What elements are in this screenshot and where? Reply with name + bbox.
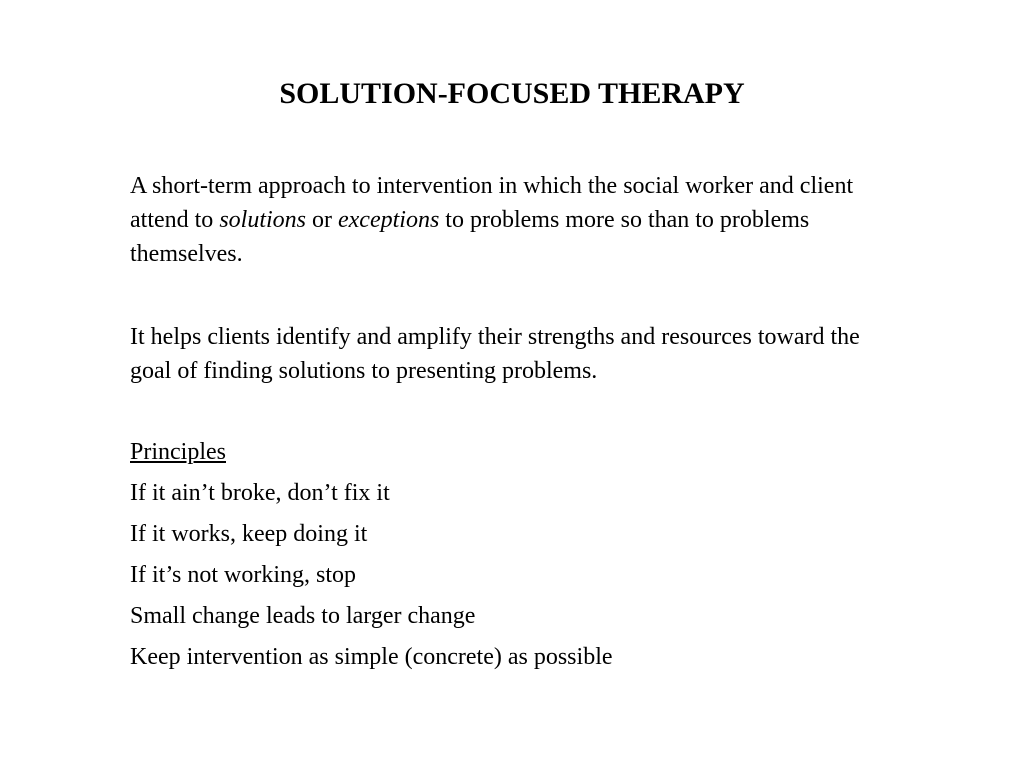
slide-title: SOLUTION-FOCUSED THERAPY <box>279 77 745 110</box>
solutions-emphasis: solutions <box>219 207 306 233</box>
principle-item: If it’s not working, stop <box>130 562 356 588</box>
definition-text-1: A short-term approach to intervention in which the social worker and client attend to <box>130 173 854 233</box>
principles-section <box>130 435 900 681</box>
principle-item: If it works, keep doing it <box>130 521 368 547</box>
definition-text-3: to problems more so than to problems themselves. <box>130 207 810 267</box>
principle-item: Small change leads to larger change <box>130 603 476 629</box>
exceptions-emphasis: exceptions <box>338 207 440 233</box>
purpose-paragraph: It helps clients identify and amplify their strengths and resources toward the goal of finding solutions to presenting problems. <box>130 324 860 384</box>
principles-heading: Principles <box>130 439 226 465</box>
principle-item: Keep intervention as simple (concrete) as possible <box>130 644 613 670</box>
principle-item: If it ain’t broke, don’t fix it <box>130 480 390 506</box>
definition-text-2: or <box>306 207 338 233</box>
definition-paragraph <box>130 169 900 271</box>
